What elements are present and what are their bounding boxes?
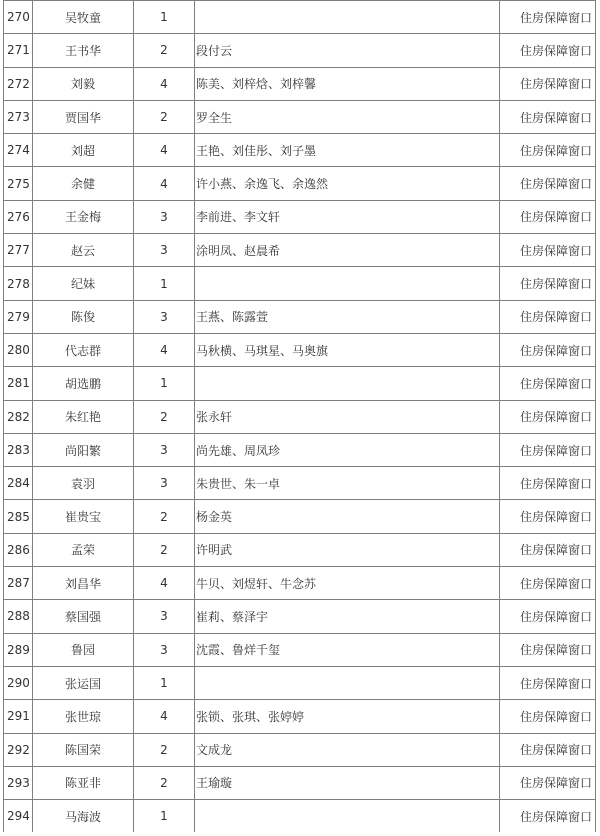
- applicant-name-cell: 孟荣: [33, 533, 134, 566]
- row-number-cell: 285: [4, 500, 33, 533]
- table-row: [4, 766, 596, 799]
- applicant-name-cell: 赵云: [33, 234, 134, 267]
- table-row: [4, 367, 596, 400]
- co-applicants-cell: 许明武: [195, 533, 500, 566]
- row-number-cell: 279: [4, 300, 33, 333]
- co-applicants-cell: [195, 267, 500, 300]
- household-count-cell: 3: [134, 600, 195, 633]
- household-count-cell: 2: [134, 400, 195, 433]
- table-row: [4, 134, 596, 167]
- applicant-name-cell: 胡选鹏: [33, 367, 134, 400]
- co-applicants-cell: [195, 1, 500, 34]
- applicant-name-cell: 余健: [33, 167, 134, 200]
- table-row: [4, 733, 596, 766]
- service-window-cell: 住房保障窗口: [500, 367, 596, 400]
- applicant-name-cell: 张世琼: [33, 700, 134, 733]
- co-applicants-cell: 涂明凤、赵晨希: [195, 234, 500, 267]
- household-count-cell: 3: [134, 433, 195, 466]
- service-window-cell: 住房保障窗口: [500, 200, 596, 233]
- co-applicants-cell: 马秋横、马琪星、马奥旗: [195, 333, 500, 366]
- row-number-cell: 283: [4, 433, 33, 466]
- service-window-cell: 住房保障窗口: [500, 500, 596, 533]
- table-row: [4, 1, 596, 34]
- co-applicants-cell: 张锁、张琪、张婷婷: [195, 700, 500, 733]
- household-count-cell: 1: [134, 1, 195, 34]
- row-number-cell: 287: [4, 567, 33, 600]
- table-row: [4, 800, 596, 833]
- table-row: [4, 567, 596, 600]
- table-row: [4, 666, 596, 699]
- row-number-cell: 293: [4, 766, 33, 799]
- row-number-cell: 292: [4, 733, 33, 766]
- service-window-cell: 住房保障窗口: [500, 666, 596, 699]
- household-count-cell: 4: [134, 134, 195, 167]
- service-window-cell: 住房保障窗口: [500, 400, 596, 433]
- service-window-cell: 住房保障窗口: [500, 533, 596, 566]
- household-count-cell: 3: [134, 633, 195, 666]
- household-count-cell: 4: [134, 67, 195, 100]
- row-number-cell: 294: [4, 800, 33, 833]
- table-row: [4, 467, 596, 500]
- table-row: [4, 67, 596, 100]
- household-count-cell: 1: [134, 800, 195, 833]
- table-row: [4, 267, 596, 300]
- co-applicants-cell: 陈美、刘梓焓、刘梓馨: [195, 67, 500, 100]
- applicant-name-cell: 代志群: [33, 333, 134, 366]
- co-applicants-cell: 尚先雄、周凤珍: [195, 433, 500, 466]
- table-row: [4, 300, 596, 333]
- applicant-name-cell: 尚阳繁: [33, 433, 134, 466]
- co-applicants-cell: 罗全生: [195, 100, 500, 133]
- co-applicants-cell: 沈霞、鲁烊千玺: [195, 633, 500, 666]
- applicant-name-cell: 刘毅: [33, 67, 134, 100]
- applicant-name-cell: 陈俊: [33, 300, 134, 333]
- applicant-name-cell: 陈国荣: [33, 733, 134, 766]
- table-row: [4, 167, 596, 200]
- co-applicants-cell: 文成龙: [195, 733, 500, 766]
- row-number-cell: 281: [4, 367, 33, 400]
- service-window-cell: 住房保障窗口: [500, 567, 596, 600]
- row-number-cell: 290: [4, 666, 33, 699]
- row-number-cell: 282: [4, 400, 33, 433]
- service-window-cell: 住房保障窗口: [500, 766, 596, 799]
- service-window-cell: 住房保障窗口: [500, 34, 596, 67]
- co-applicants-cell: 崔莉、蔡泽宇: [195, 600, 500, 633]
- applicant-name-cell: 崔贵宝: [33, 500, 134, 533]
- housing-allocation-table: [3, 0, 596, 832]
- service-window-cell: 住房保障窗口: [500, 333, 596, 366]
- service-window-cell: 住房保障窗口: [500, 467, 596, 500]
- applicant-name-cell: 纪妹: [33, 267, 134, 300]
- service-window-cell: 住房保障窗口: [500, 633, 596, 666]
- applicant-name-cell: 张运国: [33, 666, 134, 699]
- row-number-cell: 278: [4, 267, 33, 300]
- household-count-cell: 3: [134, 234, 195, 267]
- service-window-cell: 住房保障窗口: [500, 100, 596, 133]
- household-count-cell: 3: [134, 200, 195, 233]
- household-count-cell: 2: [134, 100, 195, 133]
- table-body: [4, 1, 596, 833]
- row-number-cell: 270: [4, 1, 33, 34]
- row-number-cell: 288: [4, 600, 33, 633]
- service-window-cell: 住房保障窗口: [500, 733, 596, 766]
- co-applicants-cell: 牛贝、刘煜轩、牛念苏: [195, 567, 500, 600]
- applicant-name-cell: 王书华: [33, 34, 134, 67]
- household-count-cell: 4: [134, 567, 195, 600]
- applicant-name-cell: 刘超: [33, 134, 134, 167]
- household-count-cell: 1: [134, 267, 195, 300]
- service-window-cell: 住房保障窗口: [500, 167, 596, 200]
- table-row: [4, 400, 596, 433]
- table-row: [4, 34, 596, 67]
- co-applicants-cell: 王艳、刘佳彤、刘子墨: [195, 134, 500, 167]
- co-applicants-cell: 段付云: [195, 34, 500, 67]
- row-number-cell: 274: [4, 134, 33, 167]
- household-count-cell: 2: [134, 34, 195, 67]
- service-window-cell: 住房保障窗口: [500, 300, 596, 333]
- service-window-cell: 住房保障窗口: [500, 800, 596, 833]
- service-window-cell: 住房保障窗口: [500, 433, 596, 466]
- applicant-name-cell: 马海波: [33, 800, 134, 833]
- service-window-cell: 住房保障窗口: [500, 1, 596, 34]
- applicant-name-cell: 朱红艳: [33, 400, 134, 433]
- table-row: [4, 700, 596, 733]
- applicant-name-cell: 王金梅: [33, 200, 134, 233]
- row-number-cell: 275: [4, 167, 33, 200]
- co-applicants-cell: 杨金英: [195, 500, 500, 533]
- table-row: [4, 633, 596, 666]
- row-number-cell: 273: [4, 100, 33, 133]
- applicant-name-cell: 陈亚非: [33, 766, 134, 799]
- applicant-name-cell: 袁羽: [33, 467, 134, 500]
- household-count-cell: 2: [134, 733, 195, 766]
- co-applicants-cell: [195, 800, 500, 833]
- household-count-cell: 2: [134, 766, 195, 799]
- row-number-cell: 286: [4, 533, 33, 566]
- applicant-name-cell: 贾国华: [33, 100, 134, 133]
- table-row: [4, 500, 596, 533]
- row-number-cell: 272: [4, 67, 33, 100]
- service-window-cell: 住房保障窗口: [500, 700, 596, 733]
- applicant-name-cell: 鲁园: [33, 633, 134, 666]
- co-applicants-cell: [195, 666, 500, 699]
- co-applicants-cell: 许小燕、余逸飞、余逸然: [195, 167, 500, 200]
- co-applicants-cell: 王燕、陈露萱: [195, 300, 500, 333]
- household-count-cell: 4: [134, 167, 195, 200]
- table-row: [4, 600, 596, 633]
- co-applicants-cell: 李前进、李文轩: [195, 200, 500, 233]
- household-count-cell: 1: [134, 367, 195, 400]
- household-count-cell: 1: [134, 666, 195, 699]
- service-window-cell: 住房保障窗口: [500, 134, 596, 167]
- applicant-name-cell: 蔡国强: [33, 600, 134, 633]
- table-row: [4, 333, 596, 366]
- table-row: [4, 433, 596, 466]
- service-window-cell: 住房保障窗口: [500, 267, 596, 300]
- household-count-cell: 2: [134, 533, 195, 566]
- table-row: [4, 200, 596, 233]
- row-number-cell: 271: [4, 34, 33, 67]
- household-count-cell: 4: [134, 333, 195, 366]
- table-row: [4, 533, 596, 566]
- row-number-cell: 289: [4, 633, 33, 666]
- table-row: [4, 234, 596, 267]
- applicant-name-cell: 刘昌华: [33, 567, 134, 600]
- service-window-cell: 住房保障窗口: [500, 234, 596, 267]
- household-count-cell: 3: [134, 300, 195, 333]
- row-number-cell: 291: [4, 700, 33, 733]
- service-window-cell: 住房保障窗口: [500, 600, 596, 633]
- applicant-name-cell: 吴牧童: [33, 1, 134, 34]
- household-count-cell: 3: [134, 467, 195, 500]
- co-applicants-cell: [195, 367, 500, 400]
- row-number-cell: 284: [4, 467, 33, 500]
- row-number-cell: 280: [4, 333, 33, 366]
- row-number-cell: 277: [4, 234, 33, 267]
- co-applicants-cell: 王瑜璇: [195, 766, 500, 799]
- household-count-cell: 4: [134, 700, 195, 733]
- household-count-cell: 2: [134, 500, 195, 533]
- service-window-cell: 住房保障窗口: [500, 67, 596, 100]
- table-row: [4, 100, 596, 133]
- co-applicants-cell: 朱贵世、朱一卓: [195, 467, 500, 500]
- row-number-cell: 276: [4, 200, 33, 233]
- co-applicants-cell: 张永轩: [195, 400, 500, 433]
